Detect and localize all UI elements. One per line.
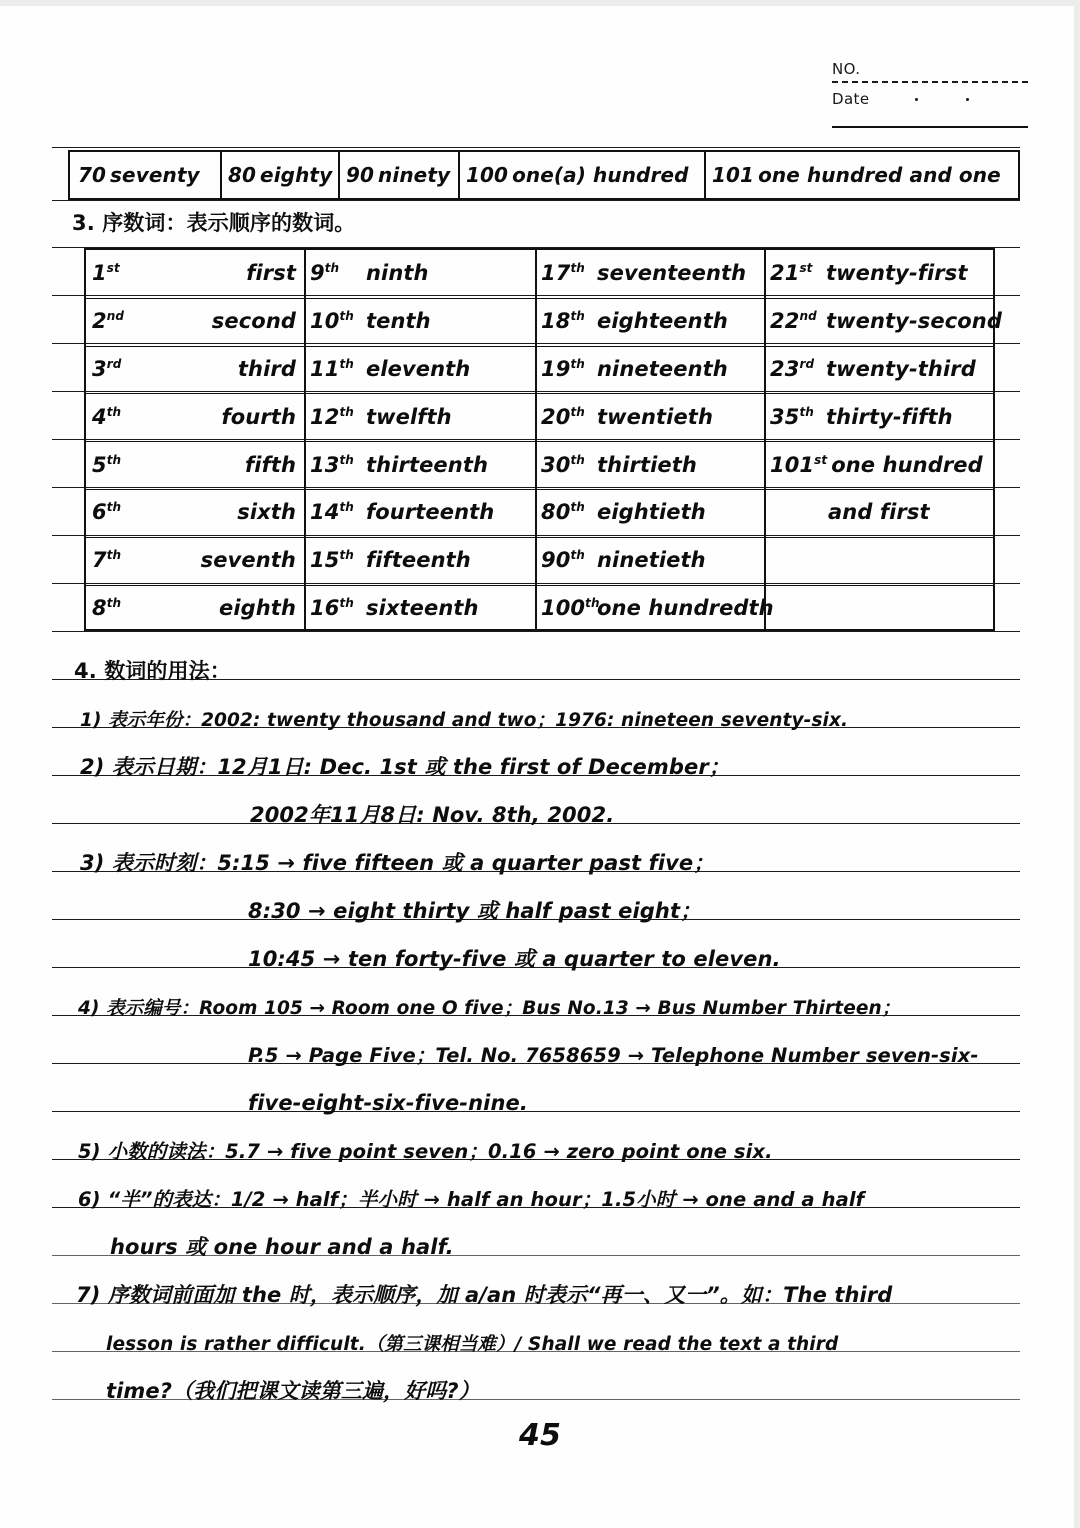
table-cell — [338, 152, 458, 198]
table-cell — [535, 441, 764, 489]
ordinal-word: one hundred — [831, 452, 983, 477]
note-line — [76, 1272, 892, 1306]
table-cell-word — [86, 585, 304, 633]
date-label: Date — [832, 90, 870, 108]
ordinal-word: eightieth — [597, 500, 706, 525]
ordinal-word: ninetieth — [597, 548, 706, 573]
table-cell — [764, 489, 997, 537]
section4-heading: 4. 数词的用法： — [74, 658, 231, 683]
note-line — [80, 696, 848, 730]
ordinal-number: 15th — [310, 548, 354, 573]
ordinal-number: 1st — [92, 261, 120, 286]
ordinal-number: 30th — [541, 452, 585, 477]
ordinal-number: 6th — [92, 500, 122, 525]
table-cell — [304, 537, 535, 585]
ordinal-number: 8th — [92, 595, 122, 620]
ordinal-number: 16th — [310, 595, 354, 620]
note-line — [110, 1224, 454, 1258]
section3-heading: 3. 序数词：表示顺序的数词。 — [72, 210, 356, 235]
ordinal-number: 12th — [310, 404, 354, 429]
ordinal-word: twenty-third — [826, 356, 976, 381]
ordinals-table — [84, 248, 1002, 631]
note-text: 8:30 → eight thirty 或 half past eight； — [248, 898, 702, 923]
note-line — [78, 1128, 773, 1162]
ordinal-word: seventeenth — [597, 261, 747, 286]
table-cell — [764, 250, 997, 298]
table-cell — [304, 489, 535, 537]
table-cell — [764, 346, 997, 394]
ordinal-number: 101st — [770, 452, 828, 477]
section3-heading-line — [72, 200, 355, 234]
table-cell — [304, 393, 535, 441]
ordinal-word: ninth — [366, 261, 429, 286]
cardinal-number: 100 — [466, 163, 509, 187]
cardinal-number: 101 — [712, 163, 755, 187]
ordinal-word: twentieth — [597, 404, 714, 429]
ordinal-word: one hundredth — [597, 595, 774, 620]
note-line — [78, 1176, 864, 1210]
ordinal-word: thirtieth — [597, 452, 697, 477]
ordinal-word: and first — [828, 500, 930, 525]
section4-heading-line — [74, 648, 231, 682]
no-dashed-line — [832, 81, 1028, 83]
ordinal-number: 17th — [541, 261, 585, 286]
note-text: 2) 表示日期：12月1日: Dec. 1st 或 the first of December； — [80, 754, 730, 779]
table-cell — [535, 298, 764, 346]
ordinal-number: 80th — [541, 500, 585, 525]
ordinal-word: fourteenth — [366, 500, 495, 525]
table-cell — [535, 393, 764, 441]
ruled-line — [52, 1111, 1020, 1112]
note-line — [248, 888, 701, 922]
note-line — [248, 1032, 979, 1066]
note-text: 7) 序数词前面加 the 时，表示顺序，加 a/an 时表示“再一、又一”。如：The third — [76, 1282, 893, 1307]
note-line — [248, 936, 781, 970]
ordinal-number: 100th — [541, 595, 600, 620]
table-cell-word — [86, 441, 304, 489]
ordinal-number: 18th — [541, 309, 585, 334]
cardinal-word: eighty — [260, 163, 333, 187]
date-separator-dot-1 — [915, 98, 918, 101]
table-cell — [535, 585, 774, 633]
cardinal-word: ninety — [378, 163, 451, 187]
ordinal-word: twenty-first — [826, 261, 968, 286]
table-cell — [535, 346, 764, 394]
ordinal-number: 90th — [541, 548, 585, 573]
ordinal-number: 2nd — [92, 309, 125, 334]
table-cell-word — [86, 298, 304, 346]
ordinal-word: twenty-second — [826, 309, 1002, 334]
note-text: lesson is rather difficult.（第三课相当难）/ Shall we read the text a third — [106, 1333, 839, 1355]
no-label: NO. — [832, 60, 861, 78]
ordinal-word: thirty-fifth — [826, 404, 953, 429]
note-text: 1) 表示年份：2002: twenty thousand and two；1976: nineteen seventy-six. — [80, 709, 849, 731]
ordinal-word: fifth — [245, 452, 296, 477]
note-line — [80, 840, 714, 874]
note-text: 6) “半”的表达：1/2 → half；半小时 → half an hour；1.5小时 → one and a half — [78, 1187, 865, 1211]
ordinal-number: 14th — [310, 500, 354, 525]
table-cell — [304, 585, 535, 633]
table-cell — [764, 298, 1002, 346]
table-cell — [764, 441, 997, 489]
ordinal-word: eleventh — [366, 356, 471, 381]
note-text: five-eight-six-five-nine. — [248, 1090, 528, 1115]
note-text: 5) 小数的读法：5.7 → five point seven；0.16 → zero point one six. — [78, 1139, 773, 1163]
table-cell — [304, 250, 535, 298]
cardinal-word: one(a) hundred — [512, 163, 689, 187]
ordinal-word: sixth — [237, 500, 296, 525]
note-line — [80, 744, 730, 778]
table-cell — [535, 250, 764, 298]
table-cell-word — [86, 346, 304, 394]
ordinal-number: 13th — [310, 452, 354, 477]
note-text: 4) 表示编号：Room 105 → Room one O five；Bus No.13 → Bus Number Thirteen； — [78, 997, 901, 1019]
ordinal-number: 4th — [92, 404, 122, 429]
ordinal-word: second — [211, 309, 296, 334]
ordinal-number: 11th — [310, 356, 354, 381]
table-cell-word — [86, 489, 304, 537]
table-cell-word — [86, 393, 304, 441]
note-line — [106, 1320, 838, 1354]
note-line — [106, 1368, 480, 1402]
ordinal-word: eighth — [218, 595, 296, 620]
ordinal-number: 35th — [770, 404, 814, 429]
date-row — [832, 90, 1032, 108]
table-cell — [220, 152, 338, 198]
ordinal-word: fourth — [221, 404, 296, 429]
scan-edge-right — [1074, 0, 1080, 1528]
ordinal-word: thirteenth — [366, 452, 489, 477]
table-cell — [535, 537, 764, 585]
ordinal-word: fifteenth — [366, 548, 471, 573]
ordinal-number: 22nd — [770, 309, 817, 334]
ordinal-number: 9th — [310, 261, 340, 286]
table-cell-word — [86, 537, 304, 585]
ordinal-word: eighteenth — [597, 309, 728, 334]
date-separator-dot-2 — [966, 98, 969, 101]
ordinal-number: 20th — [541, 404, 585, 429]
ordinal-number: 21st — [770, 261, 813, 286]
scan-edge-top — [0, 0, 1080, 6]
ordinal-word: nineteenth — [597, 356, 728, 381]
ordinal-word: twelfth — [366, 404, 452, 429]
header-bottom-rule — [832, 126, 1028, 128]
note-text: 2002年11月8日: Nov. 8th, 2002. — [250, 802, 615, 827]
table-cell — [704, 152, 1022, 198]
ordinal-number: 10th — [310, 309, 354, 334]
ordinal-word: sixteenth — [366, 595, 479, 620]
cardinal-word: seventy — [110, 163, 200, 187]
note-text: 10:45 → ten forty-five 或 a quarter to eleven. — [248, 946, 781, 971]
note-line — [250, 792, 614, 826]
ordinal-number: 3rd — [92, 356, 122, 381]
note-text: P.5 → Page Five；Tel. No. 7658659 → Telephone Number seven-six- — [248, 1043, 979, 1067]
ordinal-word: seventh — [200, 548, 296, 573]
cardinal-number: 70 — [78, 163, 107, 187]
ordinal-number: 7th — [92, 548, 122, 573]
ordinal-word: first — [246, 261, 296, 286]
table-cell — [304, 346, 535, 394]
table-cell-word — [86, 250, 304, 298]
ordinal-word: third — [237, 356, 296, 381]
ordinal-word: tenth — [366, 309, 431, 334]
table-cell — [304, 441, 535, 489]
ruled-line — [52, 147, 1020, 148]
cardinal-number: 80 — [228, 163, 257, 187]
table-cell — [304, 298, 535, 346]
page-number: 45 — [519, 1418, 561, 1453]
note-line — [78, 984, 900, 1018]
page-header — [832, 60, 1032, 108]
ordinal-number: 23rd — [770, 356, 815, 381]
table-cell — [764, 393, 997, 441]
note-text: time?（我们把课文读第三遍，好吗?） — [106, 1378, 480, 1403]
table-cell — [70, 152, 220, 198]
note-line — [248, 1080, 528, 1114]
cardinal-number: 90 — [346, 163, 375, 187]
table-cell — [535, 489, 764, 537]
ordinal-number: 5th — [92, 452, 122, 477]
ordinal-number: 19th — [541, 356, 585, 381]
cardinals-table — [68, 150, 1020, 200]
table-cell — [458, 152, 704, 198]
note-text: 3) 表示时刻：5:15 → five fifteen 或 a quarter past five； — [80, 850, 715, 875]
cardinal-word: one hundred and one — [758, 163, 1001, 187]
note-text: hours 或 one hour and a half. — [110, 1234, 454, 1259]
